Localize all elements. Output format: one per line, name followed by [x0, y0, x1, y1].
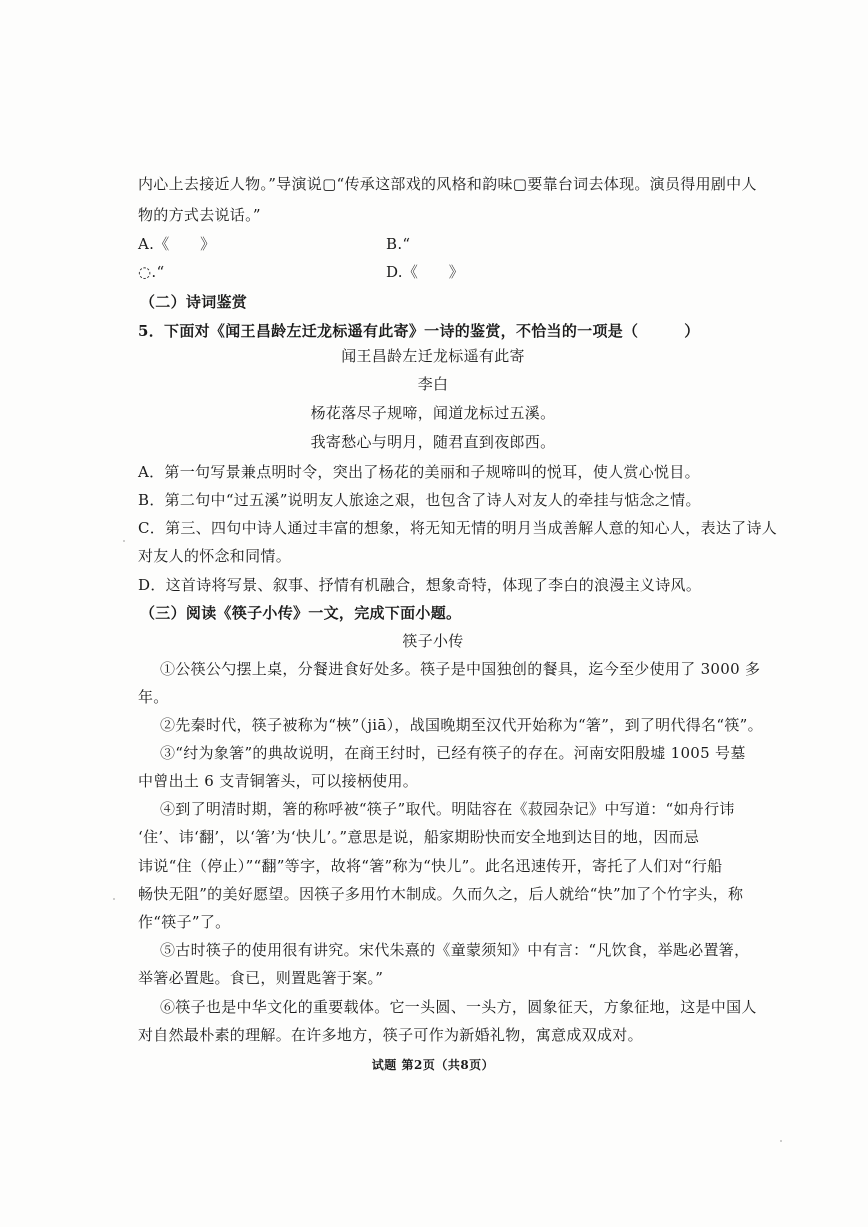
poem-author: 李白 [417, 375, 449, 393]
q4-option-a: A.《 》 [138, 235, 216, 253]
article-paragraph-4-line-1: ④到了明清时期，箸的称呼被“筷子”取代。明陆容在《菽园杂记》中写道：“如舟行讳 [160, 800, 735, 818]
question-5-stem: 5．下面对《闻王昌龄左迁龙标遥有此寄》一诗的鉴赏，不恰当的一项是（ ） [138, 322, 700, 340]
q5-option-d: D．这首诗将写景、叙事、抒情有机融合，想象奇特，体现了李白的浪漫主义诗风。 [138, 576, 702, 594]
article-paragraph-3-line-1: ③“纣为象箸”的典故说明，在商王纣时，已经有筷子的存在。河南安阳殷墟 1005 号墓 [160, 744, 746, 762]
article-paragraph-5-line-2: 举箸必置匙。食已，则置匙箸于案。” [138, 969, 384, 987]
page-footer: 试题 第2页（共8页） [371, 1058, 495, 1072]
article-paragraph-1-line-2: 年。 [138, 688, 169, 706]
article-paragraph-6-line-1: ⑥筷子也是中华文化的重要载体。它一头圆、一头方，圆象征天，方象征地，这是中国人 [160, 998, 757, 1016]
q5-option-a: A．第一句写景兼点明时令，突出了杨花的美丽和子规啼叫的悦耳，使人赏心悦目。 [138, 463, 700, 481]
scan-speck [123, 540, 125, 542]
q5-option-c-line-1: C．第三、四句中诗人通过丰富的想象，将无知无情的明月当成善解人意的知心人，表达了诗人 [138, 519, 778, 537]
article-paragraph-1-line-1: ①公筷公勺摆上桌，分餐进食好处多。筷子是中国独创的餐具，迄今至少使用了 3000 多 [160, 660, 761, 678]
poem-title: 闻王昌龄左迁龙标遥有此寄 [341, 347, 525, 365]
article-title: 筷子小传 [402, 632, 464, 650]
article-paragraph-4-line-5: 作“筷子”了。 [138, 913, 231, 931]
scan-speck [780, 1140, 782, 1142]
section-2-heading: （二）诗词鉴赏 [140, 293, 248, 311]
q4-option-c: ◌.“ [138, 263, 165, 281]
article-paragraph-2: ②先秦时代，筷子被称为“梜”（jiā），战国晚期至汉代开始称为“箸”，到了明代得名“筷”。 [160, 716, 763, 734]
q5-option-b: B．第二句中“过五溪”说明友人旅途之艰，也包含了诗人对友人的牵挂与惦念之情。 [138, 491, 701, 509]
article-paragraph-6-line-2: 对自然最朴素的理解。在许多地方，筷子可作为新婚礼物，寓意成双成对。 [138, 1026, 643, 1044]
article-paragraph-5-line-1: ⑤古时筷子的使用很有讲究。宋代朱熹的《童蒙须知》中有言：“凡饮食，举匙必置箸， [160, 941, 750, 959]
poem-line-1: 杨花落尽子规啼，闻道龙标过五溪。 [310, 404, 556, 422]
section-3-heading: （三）阅读《筷子小传》一文，完成下面小题。 [140, 604, 462, 622]
continued-paragraph-line-1: 内心上去接近人物。”导演说▢“传承这部戏的风格和韵味▢要靠台词去体现。演员得用剧中人 [138, 175, 757, 193]
article-paragraph-4-line-4: 畅快无阻”的美好愿望。因筷子多用竹木制成。久而久之，后人就给“快”加了个竹字头，称 [138, 885, 744, 903]
article-paragraph-3-line-2: 中曾出土 6 支青铜箸头，可以接柄使用。 [138, 772, 419, 790]
continued-paragraph-line-2: 物的方式去说话。” [138, 206, 261, 224]
scan-speck [113, 898, 115, 900]
article-paragraph-4-line-2: ‘住’、讳‘翻’，以‘箸’为‘快儿’。”意思是说，船家期盼快而安全地到达目的地，因而忌 [138, 828, 700, 846]
q4-option-b: B.“ [386, 235, 411, 253]
q4-option-d: D.《 》 [386, 263, 465, 281]
article-paragraph-4-line-3: 讳说“住（停止）”“翻”等字，故将“箸”称为“快儿”。此名迅速传开，寄托了人们对“行船 [138, 857, 723, 875]
q5-option-c-line-2: 对友人的怀念和同情。 [138, 547, 292, 565]
poem-line-2: 我寄愁心与明月，随君直到夜郎西。 [310, 433, 556, 451]
